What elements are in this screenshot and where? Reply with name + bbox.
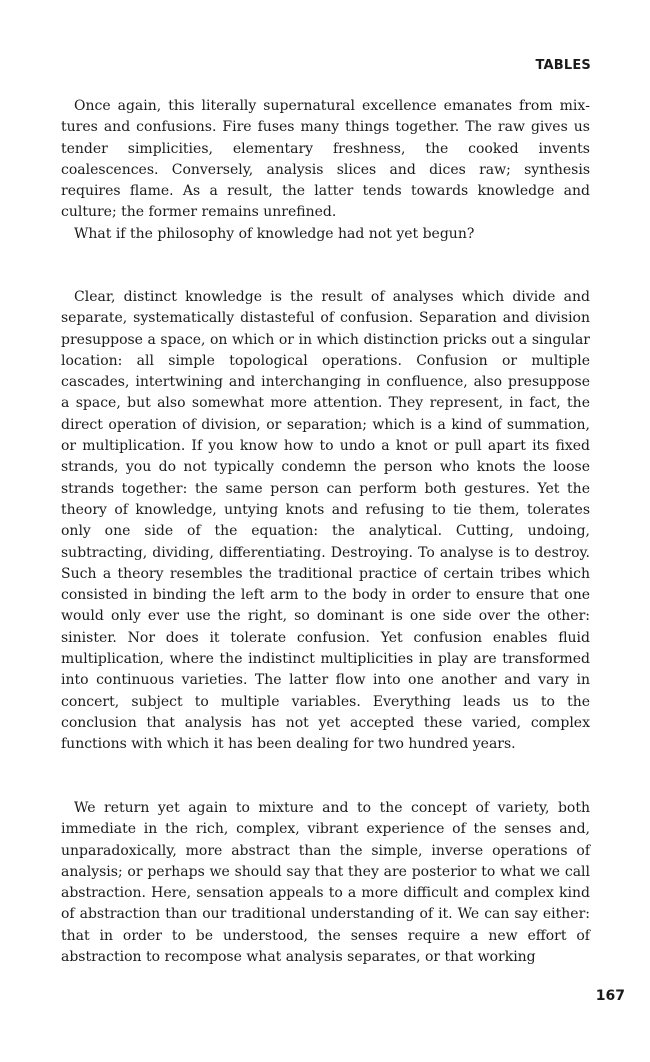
paragraph: Once again, this literally supernatural excellence emanates from mixtures and confusions. Fire fuses many things together. The raw gives us tender simplicities, elementary freshness, the cooked invents coalescences. Conversely, analysis slices and dices raw; synthesis requires flame. As a result, the latter tends towards knowledge and culture; the former remains unrefined. [61,98,590,221]
paragraph: What if the philosophy of knowledge had not yet begun? [74,225,475,242]
paragraph: Clear, distinct knowledge is the result of analyses which divide and separate, systematically distasteful of confusion. Separation and division presuppose a space, on which or in which distinction pricks out a singular location: all simple topological operations. Confusion or multiple cascades, intertwining and interchanging in confluence, also presuppose a space, but also somewhat more attention. They represent, in fact, the direct operation of division, or separation; which is a kind of summation, or multiplication. If you know how to undo a knot or pull apart its fixed strands, you do not typically condemn the person who knots the loose strands together: the same person can perform both gestures. Yet the theory of knowledge, untying knots and refusing to tie them, tolerates only one side of the equation: the analytical. Cutting, undoing, subtracting, dividing, differentiating. Destroying. To analyse is to destroy. Such a theory resembles the traditional practice of certain tribes which consisted in binding the left arm to the body in order to ensure that one would only ever use the right, so dominant is one side over the other: sinister. Nor does it tolerate confusion. Yet confusion enables fluid multiplication, where the indistinct multiplicities in play are transformed into continuous varieties. The latter flow into one another and vary in concert, subject to multiple variables. Everything leads us to the conclusion that analysis has not yet accepted these varied, complex functions with which it has been dealing for two hundred years. [61,289,590,753]
text-section-3 [61,798,590,968]
page-number: 167 [595,988,625,1004]
text-section-2 [61,287,590,756]
text-section-1 [61,96,590,245]
paragraph: We return yet again to mixture and to the concept of variety, both immediate in the rich, complex, vibrant experience of the senses and, unparadoxically, more abstract than the simple, inverse operations of analysis; or perhaps we should say that they are posterior to what we call abstraction. Here, sensation appeals to a more difficult and complex kind of abstraction than our traditional understanding of it. We can say either: that in order to be understood, the senses require a new effort of abstraction to recompose what analysis separates, or that working [61,800,590,966]
running-head: TABLES [535,58,591,73]
